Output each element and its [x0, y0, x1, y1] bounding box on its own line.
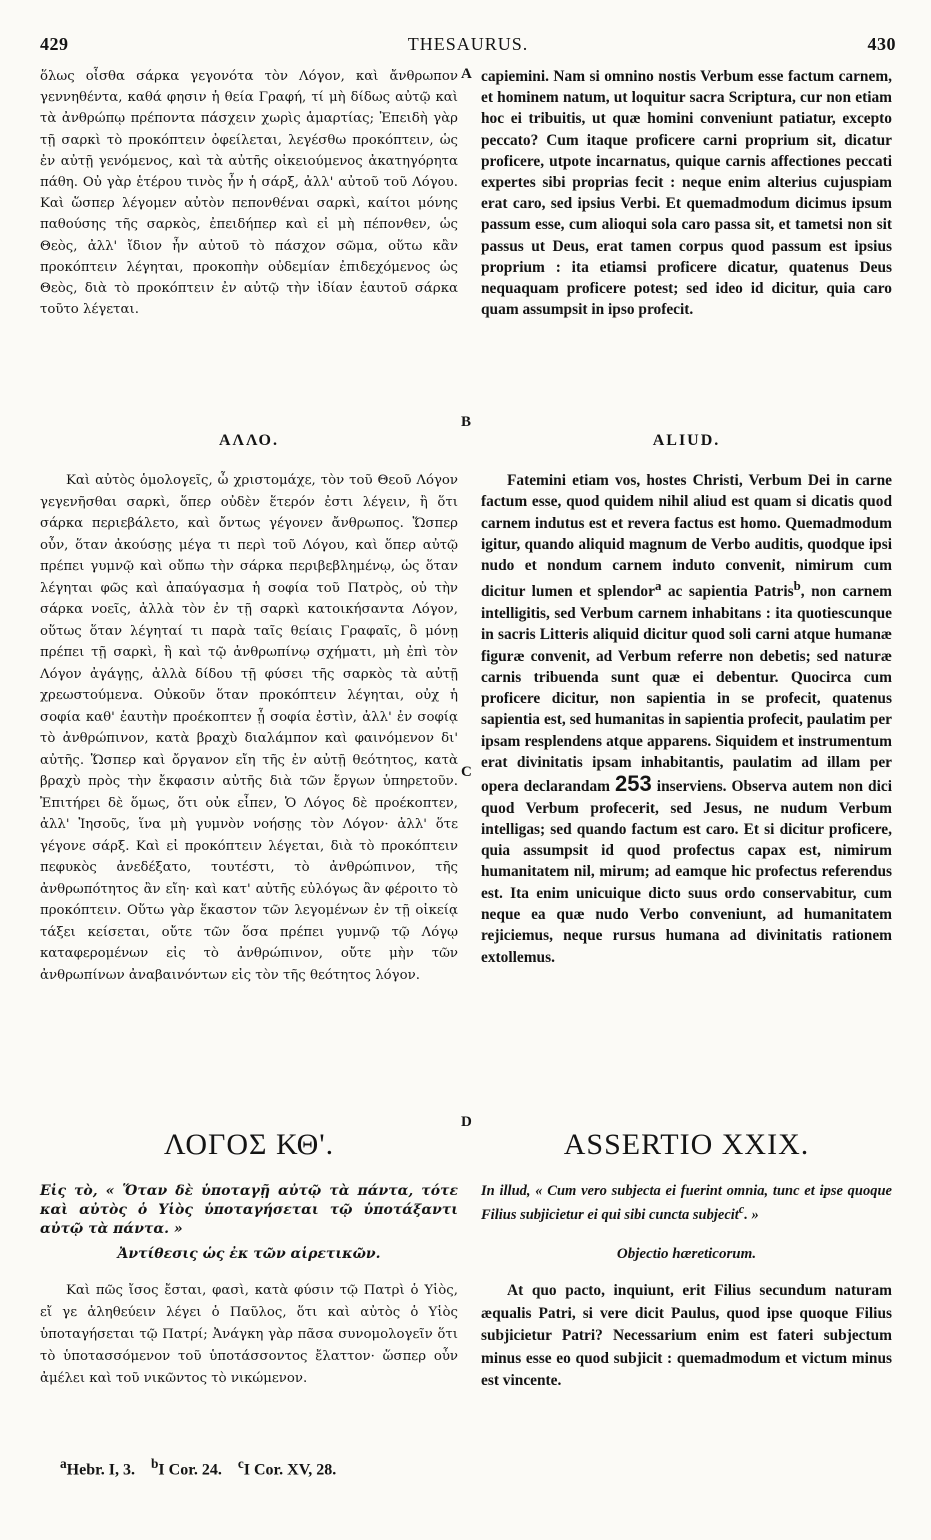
footnote-mark-a: a	[60, 1456, 67, 1471]
footnote-c: I Cor. XV, 28.	[243, 1461, 337, 1479]
greek-objection-heading: Ἀντίθεσις ὡς ἐκ τῶν αἱρετικῶν.	[117, 1246, 381, 1262]
greek-heading-allo: ΑΛΛΟ.	[218, 432, 279, 449]
footnote-b: I Cor. 24.	[158, 1461, 222, 1479]
latin-heading-aliud: ALIUD.	[652, 432, 721, 449]
latin-heading-assertio: ASSERTIO XXIX.	[563, 1128, 810, 1161]
running-title: THESAURUS.	[407, 34, 529, 54]
latin-paragraph-2-part-c: , non carnem intelligitis, sed Verbum carnem inhabitans : ita quotiescunque in sacris Litteris aliquid dicitur quod soli carni atque humanæ figuræ convenit, ad Verbum referre non debetis; sed naturæ carnis tribuenda sunt quæ ei debentur. Quocirca cum proficere dicitur, non sapientia in se profecit, quatenus sapientia est, sed humanitas in sapientia profecit, paulatim per ipsam resplendens atque apparens. Siquidem et instrumentum erat divinitatis ipsam inhabitantis, paulatim ad illam per opera declarandam	[481, 583, 892, 796]
greek-subtitle: Εἰς τὸ, « Ὅταν δὲ ὑποταγῇ αὐτῷ τὰ πάντα, τότε καὶ αὐτὸς ὁ Υἱὸς ὑποταγήσεται τῷ ὑποτάξαντι αὐτῷ τὰ πάντα. »	[40, 1183, 458, 1237]
greek-paragraph-3: Καὶ πῶς ἴσος ἔσται, φασὶ, κατὰ φύσιν τῷ Πατρὶ ὁ Υἱὸς, εἴ γε ἀληθεύειν λέγει ὁ Παῦλος, ὅτι καὶ αὐτὸς ὁ Υἱὸς ὑποταγήσεται τῷ Πατρί; Ἀνάγκη γὰρ πᾶσα συνομολογεῖν ὅτι τὸ ὑποτασσόμενον τοῦ ὑποτάσσοντος ἔλαττον· ὥσπερ οὖν ἀμέλει καὶ τοῦ νικῶντος τὸ νικώμενον.	[40, 1283, 458, 1386]
greek-paragraph-2: Καὶ αὐτὸς ὁμολογεῖς, ὦ χριστομάχε, τὸν τοῦ Θεοῦ Λόγον γεγενῆσθαι σαρκὶ, ὅπερ οὐδὲν ἕτερόν ἐστι λέγειν, ἢ ὅτι σάρκα περιεβάλετο, καὶ ὄντως γέγονεν ἄνθρωπος. Ὥσπερ οὖν, ὅταν ἀκούσῃς μέγα τι περὶ τοῦ Λόγου, καὶ ὅπερ αὐτῷ πρέπει γυμνῷ καὶ οὔπω τὴν σάρκα περιβεβλημένῳ, ὡς ὅταν λέγηται φῶς καὶ ἀπαύγασμα ἡ σοφία τοῦ Πατρὸς, οὐ τὴν σάρκα νοεῖς, ἀλλὰ τὸν ἐν τῇ σαρκὶ κατοικήσαντα Λόγον, οὕτως ὅταν λέγηταί τι παρὰ ταῖς θείαις Γραφαῖς, ὃ μόνῃ πρέπει τῇ σαρκὶ, ἢ καὶ τῷ ἀνθρωπίνῳ σχήματι, μὴ ἐπὶ τὸν Λόγον ἀγάγῃς, ἀλλὰ δίδου τῇ φύσει τῆς σαρκὸς τὰ αὐτῇ χρεωστούμενα. Οὐκοῦν ὅταν προκόπτειν λέγηται, οὐχ ἡ σοφία καθ' ἑαυτὴν προέκοπτεν ᾗ σοφία ἐστὶν, ἀλλ' ἐν σοφίᾳ τὸ ἀνθρώπινον, κατὰ βραχὺ διαλάμπον καὶ φαινόμενον δι' αὐτῆς. Ὥσπερ καὶ ὄργανον εἴη τῆς ἐν αὐτῇ θεότητος, κατὰ βραχὺ πρὸς τὴν ἔκφασιν αὐτῆς διὰ τῶν ἔργων ὑπηρετοῦν. Ἐπιτήρει δὲ ὅμως, ὅτι οὐκ εἶπεν, Ὁ Λόγος δὲ προέκοπτεν, ἀλλ' Ἰησοῦς, ἵνα μὴ γυμνὸν νοήσῃς τὸν Λόγον· ἀλλ' ὅτε γέγονε σάρξ. Καὶ εἰ προκόπτειν λέγεται, διὰ τὸ προκόπτειν πεφυκὸς ἀνεδέξατο, τουτέστι, τὸ ἀνθρώπινον, τῆς ἀνθρωπότητος ἂν εἴη· καὶ κατ' αὐτῆς εὐλόγως ἂν φέροιτο τὸ προκόπτειν. Οὕτω γὰρ ἕκαστον τῶν λεγομένων ἐν τῇ οἰκείᾳ τάξει κείσεται, οὔτε τῶν ὅσα πρέπει γυμνῷ τῷ Λόγῳ καταφερομένων εἰς τὸ ἀνθρώπινον, οὔτε μὴν τῶν ἀνθρωπίνων ἀναβαινόντων εἰς τὸν τῆς θεότητος λόγον.	[40, 473, 458, 983]
footnote-a: Hebr. I, 3.	[66, 1461, 135, 1479]
page-number-right: 430	[867, 34, 896, 54]
latin-subtitle-text: In illud, « Cum vero subjecta ei fuerint omnia, tunc et ipse quoque Filius subjicietur ei qui sibi cuncta subjecit	[481, 1183, 892, 1223]
footnote-mark-b: b	[150, 1456, 159, 1471]
footnote-mark-c: c	[237, 1456, 244, 1471]
latin-objection-heading: Objectio hæreticorum.	[616, 1246, 757, 1262]
latin-paragraph-2	[481, 470, 892, 1110]
margin-letter-b: B	[461, 414, 472, 430]
edition-page-reference: 253	[615, 771, 652, 797]
margin-letter-d: D	[461, 1114, 472, 1130]
latin-paragraph-2-part-d: inserviens. Observa autem non dici quod Verbum profecerit, sed Jesus, ne nudum Verbum intelligas; sed quando factum est caro. Et si dicitur proficere, quia assumpsit id quod profectus capax est, nimirum humanitatem nil, mirum; ad eamque hic profectus referendus est. Ita enim unicuique dicto suus ordo conservabitur, cum neque ea quæ nudo Verbo conveniunt, ad humanitatem rejiciemus, neque rursus humana ad divinitatis rationem extollemus.	[481, 778, 892, 966]
latin-paragraph-1: capiemini. Nam si omnino nostis Verbum esse factum carnem, et hominem natum, ut loquitur sacra Scriptura, cur non etiam hoc ei tribuitis, ut quæ homini conveniunt patiatur, excepto peccato? Cum itaque proficere carni proprium sit, dicatur proficere, utpote incarnatus, quique carnis affectiones peccati expertes sibi proprias fecit : neque enim alterius cujuspiam erat caro, sed ipsius Verbi. Et quemadmodum dicimus ipsum passum esse, cum alioqui sola caro passa sit, et tametsi non sit passus ut Deus, erat tamen corpus quod passum est ipsius proprium : ita etiamsi proficere dicatur, quatenus Deus nequaquam proficere potest; sed ideo id dicitur, quia caro quam assumpsit in ipso profecit.	[481, 68, 892, 319]
latin-paragraph-2-part-a: Fatemini etiam vos, hostes Christi, Verbum Dei in carne factum esse, quod quidem nihil aliud est quam si dicatis quod carnem indutus est et revera factus est homo. Quemadmodum igitur, quando aliquid magnum de Verbo auditis, quodque ipsi nudo et nondum carnem induto convenit, nimirum cum dicitur lumen et splendor	[481, 472, 892, 601]
latin-paragraph-2-part-b: ac sapientia Patris	[661, 583, 794, 601]
running-header	[40, 34, 896, 60]
latin-subtitle	[481, 1182, 892, 1224]
margin-letter-a: A	[461, 66, 472, 82]
footnotes	[60, 1456, 336, 1479]
greek-heading-logos: ΛΟΓΟΣ ΚΘ'.	[163, 1128, 335, 1161]
greek-paragraph-1: ὅλως οἶσθα σάρκα γεγονότα τὸν Λόγον, καὶ ἄνθρωπον γεννηθέντα, καθά φησιν ἡ θεία Γραφή, τί μὴ δίδως αὐτῷ καὶ τὰ ἀνθρώπῳ πρέποντα πάσχειν χωρὶς ἁμαρτίας; Ἐπειδὴ γὰρ τῇ σαρκὶ τὸ προκόπτειν ὀφείλεται, λεγέσθω προκόπτειν, ὡς ἐν αὐτῇ γενόμενος, καὶ τὰ αὐτῆς οἰκειούμενος ἀκατηγόρητα πάθη. Οὐ γὰρ ἑτέρου τινὸς ἦν ἡ σάρξ, ἀλλ' αὐτοῦ τοῦ Λόγου. Καὶ ὥσπερ λέγομεν αὐτὸν πεπονθέναι σαρκὶ, καίτοι μόνης παθούσης τῆς σαρκὸς, ἐπειδήπερ καὶ εἰ μὴ πέπονθεν, ὡς Θεὸς, ἀλλ' ἴδιον ἦν αὐτοῦ τὸ πάσχον σῶμα, οὕτω κἂν προκόπτειν λέγηται, προκοπὴν οὐδεμίαν ἐπιδεχόμενος ὡς Θεὸς, διὰ τὸ προκόπτειν ἐν αὐτῷ τὴν ἰδίαν ἑαυτοῦ σάρκα τοῦτο λέγεται.	[40, 69, 458, 318]
footnote-ref-c: c	[738, 1202, 745, 1216]
latin-paragraph-3: At quo pacto, inquiunt, erit Filius secundum naturam æqualis Patri, si vere dicit Paulus, quod ipse quoque Filius subjicietur Patri? Necessarium enim est fateri subjectum minus esse eo quod subjicit : quemadmodum et victum minus est vincente.	[481, 1282, 892, 1389]
margin-letter-c: C	[461, 764, 472, 780]
footnote-ref-b: b	[793, 579, 801, 594]
page-number-left: 429	[40, 34, 69, 54]
footnote-ref-a: a	[654, 579, 662, 594]
latin-subtitle-end: . »	[744, 1206, 759, 1223]
